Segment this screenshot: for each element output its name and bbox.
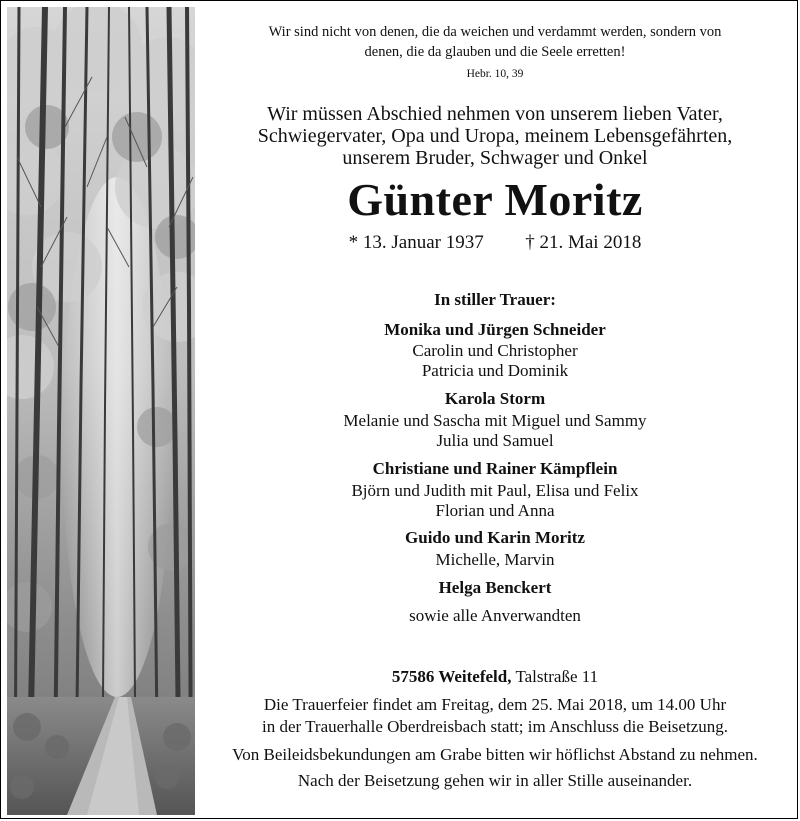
family-member-2-2: Julia und Samuel	[436, 431, 554, 450]
mourners-heading: In stiller Trauer:	[434, 290, 556, 309]
address-city: 57586 Weitefeld,	[391, 667, 512, 686]
funeral-line-2: in der Trauerhalle Oberdreisbach statt; im Anschluss die Beisetzung.	[262, 717, 728, 736]
relatives-line: sowie alle Anverwandten	[409, 606, 581, 625]
deceased-name: Günter Moritz	[347, 174, 643, 225]
family-head-1: Monika und Jürgen Schneider	[384, 320, 606, 339]
family-head-3: Christiane und Rainer Kämpflein	[372, 459, 618, 478]
family-head-2: Karola Storm	[444, 389, 546, 408]
forest-photo	[7, 7, 195, 815]
intro-line-2: Schwiegervater, Opa und Uropa, meinem Lebensgefährten,	[257, 125, 733, 147]
funeral-line-1: Die Trauerfeier findet am Freitag, dem 25. Mai 2018, um 14.00 Uhr	[263, 695, 727, 714]
intro-line-3: unserem Bruder, Schwager und Onkel	[342, 147, 648, 169]
family-member-1-1: Carolin und Christopher	[412, 341, 578, 360]
notes-line-2: Nach der Beisetzung gehen wir in aller Stille auseinander.	[297, 771, 693, 790]
family-member-2-1: Melanie und Sascha mit Miguel und Sammy	[343, 411, 647, 430]
address-street: Talstraße 11	[511, 667, 599, 686]
birth-date: * 13. Januar 1937	[348, 232, 484, 253]
family-head-4: Guido und Karin Moritz	[405, 528, 585, 547]
family-member-3-1: Björn und Judith mit Paul, Elisa und Felix	[351, 481, 639, 500]
family-member-1-2: Patricia und Dominik	[421, 361, 569, 380]
life-dates	[195, 232, 795, 254]
address-line	[195, 667, 795, 687]
quote-line-1: Wir sind nicht von denen, die da weichen und verdammt werden, sondern von	[268, 24, 722, 40]
intro-line-1: Wir müssen Abschied nehmen von unserem lieben Vater,	[267, 103, 723, 125]
obituary-text	[195, 0, 795, 821]
family-member-4-1: Michelle, Marvin	[435, 550, 555, 569]
quote-reference: Hebr. 10, 39	[466, 68, 524, 80]
family-member-3-2: Florian und Anna	[435, 501, 555, 520]
family-head-5: Helga Benckert	[438, 578, 552, 597]
quote-line-2: denen, die da glauben und die Seele erretten!	[364, 44, 626, 60]
notes-line-1: Von Beileidsbekundungen am Grabe bitten wir höflichst Abstand zu nehmen.	[232, 745, 758, 764]
forest-photo-icon	[7, 7, 195, 815]
death-date: † 21. Mai 2018	[525, 232, 642, 253]
